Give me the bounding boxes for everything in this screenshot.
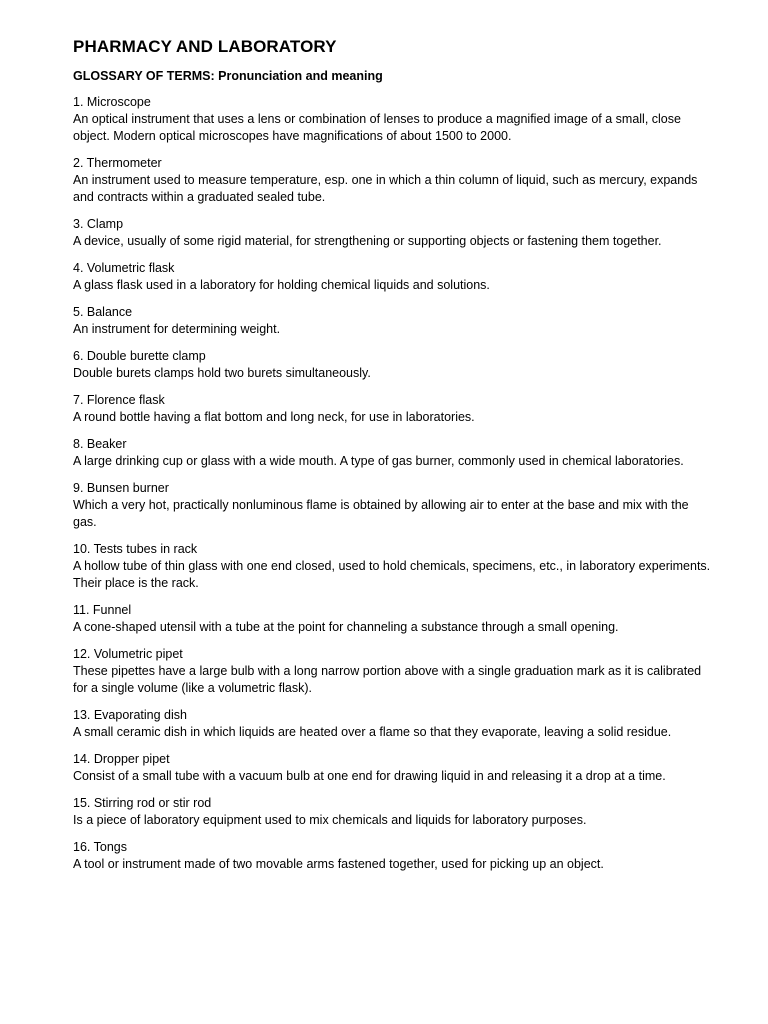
term-heading: 11. Funnel [73,603,132,617]
term-definition: Double burets clamps hold two burets simultaneously. [73,366,371,380]
term-definition: A small ceramic dish in which liquids are heated over a flame so that they evaporate, leaving a solid residue. [73,725,672,739]
term-heading: 4. Volumetric flask [73,261,175,275]
glossary-term-test-tubes-in-rack [73,541,713,592]
term-definition: A large drinking cup or glass with a wide mouth. A type of gas burner, commonly used in chemical laboratories. [73,454,684,468]
glossary-term-florence-flask [73,392,713,426]
glossary-term-microscope [73,94,713,145]
term-heading: 8. Beaker [73,437,127,451]
glossary-term-stirring-rod [73,795,713,829]
term-definition: An optical instrument that uses a lens or combination of lenses to produce a magnified image of a small, close object. Modern optical microscopes have magnifications of about 1500 to 2000. [73,112,681,143]
term-heading: 13. Evaporating dish [73,708,187,722]
term-definition: An instrument used to measure temperature, esp. one in which a thin column of liquid, such as mercury, expands and contracts within a graduated sealed tube. [73,173,698,204]
term-definition: A tool or instrument made of two movable arms fastened together, used for picking up an object. [73,857,604,871]
glossary-term-volumetric-flask [73,260,713,294]
term-definition: These pipettes have a large bulb with a long narrow portion above with a single graduation mark as it is calibrated for a single volume (like a volumetric flask). [73,664,702,695]
term-heading: 5. Balance [73,305,133,319]
term-heading: 6. Double burette clamp [73,349,206,363]
glossary-term-bunsen-burner [73,480,713,531]
glossary-term-clamp [73,216,713,250]
term-definition: Consist of a small tube with a vacuum bulb at one end for drawing liquid in and releasing it a drop at a time. [73,769,666,783]
term-heading: 7. Florence flask [73,393,165,407]
term-heading: 3. Clamp [73,217,124,231]
term-definition: A glass flask used in a laboratory for holding chemical liquids and solutions. [73,278,490,292]
term-heading: 14. Dropper pipet [73,752,170,766]
glossary-term-thermometer [73,155,713,206]
term-definition: A cone-shaped utensil with a tube at the point for channeling a substance through a small opening. [73,620,619,634]
glossary-term-double-burette-clamp [73,348,713,382]
glossary-term-dropper-pipet [73,751,713,785]
term-heading: 15. Stirring rod or stir rod [73,796,212,810]
term-heading: 16. Tongs [73,840,127,854]
document-title: PHARMACY AND LABORATORY [73,37,337,56]
glossary-term-tongs [73,839,713,873]
term-heading: 1. Microscope [73,95,151,109]
term-heading: 10. Tests tubes in rack [73,542,198,556]
term-definition: A device, usually of some rigid material, for strengthening or supporting objects or fastening them together. [73,234,662,248]
term-heading: 9. Bunsen burner [73,481,169,495]
term-heading: 12. Volumetric pipet [73,647,183,661]
term-definition: A hollow tube of thin glass with one end closed, used to hold chemicals, specimens, etc., in laboratory experiments. Their place is the rack. [73,559,711,590]
term-heading: 2. Thermometer [73,156,162,170]
glossary-subtitle: GLOSSARY OF TERMS: Pronunciation and meaning [73,69,383,83]
term-definition: A round bottle having a flat bottom and long neck, for use in laboratories. [73,410,475,424]
term-definition: Which a very hot, practically nonluminous flame is obtained by allowing air to enter at the base and mix with the gas. [73,498,689,529]
glossary-term-evaporating-dish [73,707,713,741]
glossary-term-beaker [73,436,713,470]
glossary-term-funnel [73,602,713,636]
document-page [73,36,713,883]
term-definition: Is a piece of laboratory equipment used to mix chemicals and liquids for laboratory purposes. [73,813,587,827]
glossary-term-volumetric-pipet [73,646,713,697]
term-definition: An instrument for determining weight. [73,322,281,336]
glossary-term-balance [73,304,713,338]
